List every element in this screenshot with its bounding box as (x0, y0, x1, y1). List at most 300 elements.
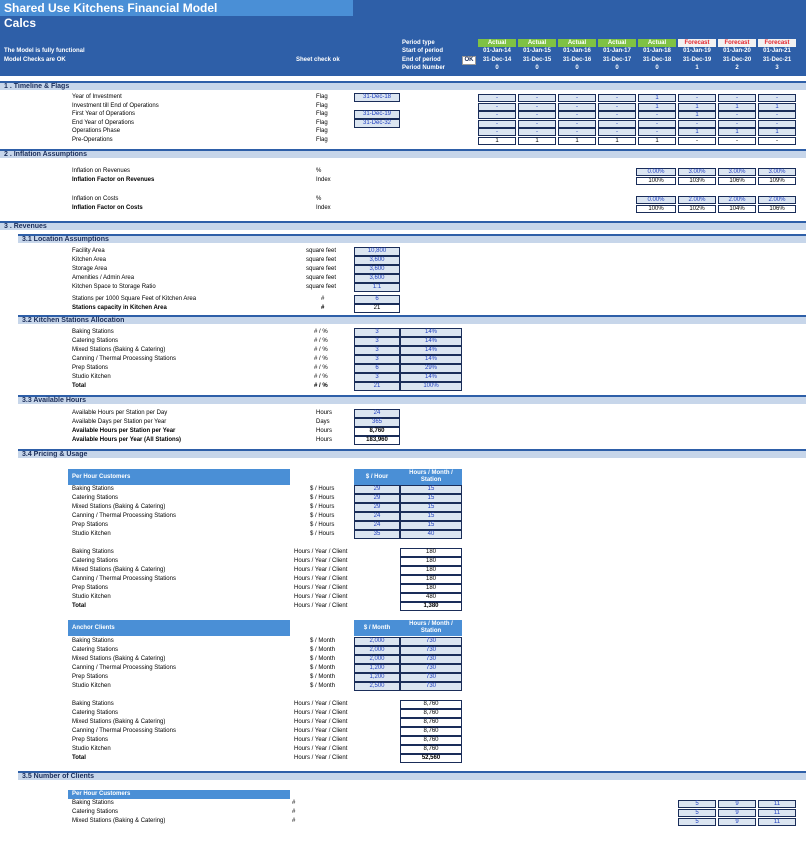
inflation-unit: % (316, 168, 322, 174)
period-end-cell: 31-Dec-20 (722, 57, 752, 63)
allocation-unit: # / % (314, 347, 328, 353)
hours-unit: Hours (316, 410, 333, 416)
per-hour-usage-cell: 180 (400, 548, 462, 557)
timeline-flag-cell: - (478, 120, 516, 128)
anchor-usage-label: Canning / Thermal Processing Stations (72, 728, 176, 734)
per-hour-usage-label: Catering Stations (72, 558, 119, 564)
timeline-flag-cell: 1 (478, 137, 516, 145)
location-value-cell[interactable]: 1:1 (354, 283, 400, 292)
anchor-usage-label: Prep Stations (72, 737, 109, 743)
per-hour-rate-cell[interactable]: 29 (354, 503, 400, 512)
inflation-value-cell[interactable]: 2.00% (758, 196, 796, 204)
anchor-rate-cell[interactable]: 2,000 (354, 655, 400, 664)
anchor-rate-cell[interactable]: 1,200 (354, 664, 400, 673)
anchor-hours-cell[interactable]: 730 (400, 673, 462, 682)
period-start-cell: 01-Jan-14 (483, 48, 511, 54)
inflation-value-cell[interactable]: 2.00% (718, 196, 756, 204)
timeline-flag-cell: 1 (638, 94, 676, 102)
anchor-label: Mixed Stations (Baking & Catering) (72, 656, 166, 662)
timeline-flag-cell: - (558, 103, 596, 111)
period-type-cell: Actual (558, 39, 596, 47)
per-hour-unit: $ / Hours (310, 513, 335, 519)
clients-value-cell: 11 (758, 809, 796, 817)
hours-label: Available Hours per Station per Year (72, 428, 176, 434)
timeline-flag-cell: - (718, 120, 756, 128)
anchor-label: Canning / Thermal Processing Stations (72, 665, 176, 671)
period-end-cell: 31-Dec-15 (522, 57, 552, 63)
anchor-unit: $ / Month (310, 683, 336, 689)
per-hour-usage-unit: Hours / Year / Client (294, 585, 348, 591)
timeline-flag-cell: - (558, 128, 596, 136)
anchor-unit: $ / Month (310, 647, 336, 653)
per-hour-hours-cell[interactable]: 15 (400, 521, 462, 530)
anchor-usage-cell: 8,760 (400, 700, 462, 709)
allocation-total-unit: # / % (314, 383, 328, 389)
stations-capacity-cell: 21 (354, 304, 400, 313)
period-start-cell: 01-Jan-20 (723, 48, 751, 54)
timeline-flag-cell: - (638, 128, 676, 136)
anchor-rate-cell[interactable]: 2,000 (354, 637, 400, 646)
allocation-unit: # / % (314, 356, 328, 362)
anchor-unit: $ / Month (310, 665, 336, 671)
per-hour-hours-cell[interactable]: 15 (400, 485, 462, 494)
anchor-usage-unit: Hours / Year / Client (294, 737, 348, 743)
location-unit: square feet (306, 266, 337, 272)
timeline-flag-cell: 1 (638, 137, 676, 145)
timeline-flag-cell: - (758, 111, 796, 119)
per-hour-label: Prep Stations (72, 522, 109, 528)
clients-label: Mixed Stations (Baking & Catering) (72, 818, 166, 824)
location-label: Kitchen Area (72, 257, 107, 263)
anchor-hours-cell[interactable]: 730 (400, 655, 462, 664)
per-hour-usage-unit: Hours / Year / Client (294, 567, 348, 573)
allocation-unit: # / % (314, 365, 328, 371)
per-hour-customers-header: Per Hour Customers (68, 469, 290, 485)
period-type-cell: Forecast (678, 39, 716, 47)
anchor-clients-header: Anchor Clients (68, 620, 290, 636)
subsection-location: 3.1 Location Assumptions (18, 234, 806, 243)
timeline-input-cell[interactable]: 31-Dec-32 (354, 119, 400, 128)
header-right-band (353, 0, 806, 16)
clients-value-cell: 9 (718, 818, 756, 826)
anchor-usage-unit: Hours / Year / Client (294, 701, 348, 707)
timeline-flag-cell: - (598, 128, 636, 136)
model-title: Shared Use Kitchens Financial Model (0, 0, 353, 16)
anchor-usage-label: Mixed Stations (Baking & Catering) (72, 719, 166, 725)
per-hour-usage-label: Studio Kitchen (72, 594, 111, 600)
allocation-count-cell[interactable]: 3 (354, 373, 400, 382)
period-start-cell: 01-Jan-16 (563, 48, 591, 54)
timeline-flag-cell: - (758, 120, 796, 128)
anchor-usage-cell: 8,760 (400, 736, 462, 745)
anchor-usage-total-cell: 52,560 (400, 754, 462, 763)
ok-check-badge: OK (462, 56, 476, 65)
per-hour-rate-cell[interactable]: 35 (354, 530, 400, 539)
inflation-unit: Index (316, 177, 331, 183)
per-hour-label: Canning / Thermal Processing Stations (72, 513, 176, 519)
inflation-label: Inflation on Revenues (72, 168, 131, 174)
inflation-value-cell[interactable]: 0.00% (636, 196, 676, 204)
timeline-flag-cell: - (518, 120, 556, 128)
clients-label: Catering Stations (72, 809, 119, 815)
location-value-cell[interactable]: 3,600 (354, 265, 400, 274)
inflation-value-cell[interactable]: 2.00% (678, 196, 716, 204)
per-hour-rate-cell[interactable]: 29 (354, 485, 400, 494)
timeline-flag-cell: 1 (718, 128, 756, 136)
timeline-label: Operations Phase (72, 128, 121, 134)
subsection-pricing: 3.4 Pricing & Usage (18, 449, 806, 458)
allocation-total-percent: 100% (400, 382, 462, 391)
period-number-label: Period Number (402, 65, 446, 71)
per-hour-usage-cell: 180 (400, 575, 462, 584)
allocation-label: Studio Kitchen (72, 374, 111, 380)
allocation-label: Canning / Thermal Processing Stations (72, 356, 176, 362)
location-value-cell[interactable]: 3,600 (354, 274, 400, 283)
timeline-flag-cell: 1 (558, 137, 596, 145)
location-value-cell[interactable]: 10,800 (354, 247, 400, 256)
clients-unit: # (292, 809, 296, 815)
period-number-cell: 0 (575, 65, 579, 71)
clients-unit: # (292, 800, 296, 806)
anchor-hours-cell[interactable]: 730 (400, 682, 462, 691)
allocation-count-cell[interactable]: 6 (354, 364, 400, 373)
timeline-flag-cell: - (478, 94, 516, 102)
timeline-flag-cell: 1 (678, 111, 716, 119)
per-hour-rate-cell[interactable]: 29 (354, 494, 400, 503)
per-hour-usage-cell: 180 (400, 557, 462, 566)
month-rate-column-header: $ / Month (354, 620, 400, 636)
per-hour-usage-label: Canning / Thermal Processing Stations (72, 576, 176, 582)
allocation-percent-cell: 29% (400, 364, 462, 373)
timeline-flag-cell: - (598, 111, 636, 119)
per-hour-label: Mixed Stations (Baking & Catering) (72, 504, 166, 510)
anchor-usage-label: Studio Kitchen (72, 746, 111, 752)
per-hour-label: Studio Kitchen (72, 531, 111, 537)
timeline-flag-cell: - (558, 111, 596, 119)
clients-per-hour-header: Per Hour Customers (68, 790, 290, 799)
clients-value-cell: 5 (678, 800, 716, 808)
section-revenues: 3 . Revenues (0, 221, 806, 230)
period-type-cell: Actual (598, 39, 636, 47)
hours-label: Available Days per Station per Year (72, 419, 167, 425)
anchor-usage-unit: Hours / Year / Client (294, 710, 348, 716)
timeline-flag-cell: - (518, 111, 556, 119)
inflation-value-cell[interactable]: 3.00% (758, 168, 796, 176)
anchor-usage-unit: Hours / Year / Client (294, 728, 348, 734)
inflation-value-cell: 106% (758, 205, 796, 213)
period-number-cell: 0 (655, 65, 659, 71)
timeline-flag-cell: - (598, 94, 636, 102)
clients-value-cell: 11 (758, 800, 796, 808)
per-hour-usage-label: Prep Stations (72, 585, 109, 591)
section-inflation: 2 . Inflation Assumptions (0, 149, 806, 158)
allocation-count-cell[interactable]: 3 (354, 328, 400, 337)
period-number-cell: 1 (695, 65, 699, 71)
per-hour-usage-unit: Hours / Year / Client (294, 558, 348, 564)
timeline-flag-cell: - (478, 103, 516, 111)
timeline-flag-cell: - (598, 120, 636, 128)
timeline-input-cell[interactable]: 31-Dec-19 (354, 110, 400, 119)
allocation-label: Mixed Stations (Baking & Catering) (72, 347, 166, 353)
per-hour-usage-label: Baking Stations (72, 549, 114, 555)
timeline-flag-cell: 1 (758, 128, 796, 136)
allocation-unit: # / % (314, 338, 328, 344)
per-hour-hours-cell[interactable]: 15 (400, 512, 462, 521)
hours-value-cell[interactable]: 24 (354, 409, 400, 418)
inflation-value-cell: 106% (718, 177, 756, 185)
sheet-title: Calcs (4, 16, 37, 30)
inflation-value-cell[interactable]: 3.00% (678, 168, 716, 176)
anchor-unit: $ / Month (310, 638, 336, 644)
anchor-usage-label: Catering Stations (72, 710, 119, 716)
timeline-flag-cell: - (598, 103, 636, 111)
timeline-flag-cell: 1 (638, 103, 676, 111)
timeline-flag-cell: - (718, 111, 756, 119)
timeline-flag-cell: - (558, 120, 596, 128)
model-checks-note: Model Checks are OK (4, 57, 66, 63)
model-functional-note: The Model is fully functional (4, 48, 85, 54)
timeline-flag-cell: 1 (518, 137, 556, 145)
timeline-unit: Flag (316, 136, 328, 143)
per-hour-unit: $ / Hours (310, 522, 335, 528)
timeline-label: First Year of Operations (72, 111, 136, 117)
anchor-hours-cell[interactable]: 730 (400, 637, 462, 646)
allocation-count-cell[interactable]: 3 (354, 355, 400, 364)
location-unit: square feet (306, 248, 337, 254)
timeline-unit: Flag (316, 102, 328, 109)
per-hour-rate-cell[interactable]: 24 (354, 521, 400, 530)
period-number-cell: 2 (735, 65, 739, 71)
timeline-flag-cell: - (678, 120, 716, 128)
inflation-value-cell: 100% (636, 205, 676, 213)
location-unit: square feet (306, 257, 337, 263)
hours-column-header: Hours / Month / Station (400, 469, 462, 485)
period-end-cell: 31-Dec-19 (682, 57, 712, 63)
sheet-check-status: Sheet check ok (296, 57, 340, 63)
timeline-flag-cell: 1 (678, 128, 716, 136)
subsection-allocation: 3.2 Kitchen Stations Allocation (18, 315, 806, 324)
inflation-label: Inflation on Costs (72, 196, 119, 202)
timeline-flag-cell: - (758, 94, 796, 102)
location-label: Facility Area (72, 248, 105, 254)
anchor-usage-total-unit: Hours / Year / Client (294, 755, 348, 761)
per-hour-usage-total-unit: Hours / Year / Client (294, 603, 348, 609)
timeline-flag-cell: 1 (598, 137, 636, 145)
period-type-cell: Actual (478, 39, 516, 47)
anchor-usage-cell: 8,760 (400, 745, 462, 754)
per-hour-usage-cell: 180 (400, 584, 462, 593)
per-hour-hours-cell[interactable]: 15 (400, 503, 462, 512)
timeline-flag-cell: - (478, 128, 516, 136)
anchor-hours-cell[interactable]: 730 (400, 646, 462, 655)
hours-label: Available Hours per Station per Day (72, 410, 168, 416)
anchor-rate-cell[interactable]: 1,200 (354, 673, 400, 682)
clients-label: Baking Stations (72, 800, 114, 806)
timeline-flag-cell: - (638, 111, 676, 119)
per-hour-unit: $ / Hours (310, 495, 335, 501)
inflation-label: Inflation Factor on Costs (72, 205, 143, 211)
timeline-flag-cell: - (758, 137, 796, 145)
hours-unit: Days (316, 419, 330, 425)
anchor-label: Baking Stations (72, 638, 114, 644)
period-end-cell: 31-Dec-18 (642, 57, 672, 63)
stations-per-label: Stations per 1000 Square Feet of Kitchen Area (72, 296, 197, 302)
hours-value-cell: 183,960 (354, 436, 400, 445)
inflation-value-cell: 103% (678, 177, 716, 185)
period-type-label: Period type (402, 40, 435, 46)
location-value-cell[interactable]: 3,600 (354, 256, 400, 265)
timeline-unit: Flag (316, 119, 328, 126)
inflation-unit: Index (316, 205, 331, 211)
location-unit: square feet (306, 275, 337, 281)
location-label: Amenities / Admin Area (72, 275, 135, 281)
inflation-value-cell[interactable]: 3.00% (718, 168, 756, 176)
subsection-clients: 3.5 Number of Clients (18, 771, 806, 780)
allocation-total-count: 21 (354, 382, 400, 391)
timeline-flag-cell: 1 (718, 103, 756, 111)
timeline-flag-cell: - (518, 94, 556, 102)
inflation-label: Inflation Factor on Revenues (72, 177, 155, 183)
allocation-total-label: Total (72, 383, 86, 389)
period-start-cell: 01-Jan-18 (643, 48, 671, 54)
timeline-flag-cell: - (718, 137, 756, 145)
allocation-percent-cell: 14% (400, 373, 462, 382)
anchor-label: Catering Stations (72, 647, 119, 653)
hours-value-cell: 8,760 (354, 427, 400, 436)
period-number-cell: 0 (615, 65, 619, 71)
clients-unit: # (292, 818, 296, 824)
stations-per-unit: # (321, 296, 325, 302)
timeline-input-cell[interactable]: 31-Dec-18 (354, 93, 400, 102)
per-hour-usage-cell: 480 (400, 593, 462, 602)
rate-column-header: $ / Hour (354, 469, 400, 485)
section-timeline-flags: 1 . Timeline & Flags (0, 81, 806, 90)
end-of-period-label: End of period (402, 57, 441, 63)
allocation-percent-cell: 14% (400, 337, 462, 346)
timeline-label: End Year of Operations (72, 119, 135, 126)
per-hour-usage-total-cell: 1,380 (400, 602, 462, 611)
period-end-cell: 31-Dec-16 (562, 57, 592, 63)
timeline-flag-cell: - (678, 137, 716, 145)
period-end-cell: 31-Dec-14 (482, 57, 512, 63)
anchor-label: Studio Kitchen (72, 683, 111, 689)
allocation-label: Catering Stations (72, 338, 119, 344)
anchor-label: Prep Stations (72, 674, 109, 680)
period-type-cell: Actual (518, 39, 556, 47)
anchor-usage-cell: 8,760 (400, 709, 462, 718)
clients-value-cell: 11 (758, 818, 796, 826)
inflation-value-cell[interactable]: 0.00% (636, 168, 676, 176)
clients-value-cell: 5 (678, 818, 716, 826)
per-hour-hours-cell[interactable]: 40 (400, 530, 462, 539)
timeline-flag-cell: - (558, 94, 596, 102)
allocation-count-cell[interactable]: 3 (354, 346, 400, 355)
location-label: Storage Area (72, 266, 108, 272)
anchor-usage-unit: Hours / Year / Client (294, 719, 348, 725)
stations-per-cell[interactable]: 6 (354, 295, 400, 304)
period-type-cell: Forecast (718, 39, 756, 47)
allocation-unit: # / % (314, 329, 328, 335)
timeline-label: Year of Investment (72, 94, 122, 100)
timeline-unit: Flag (316, 94, 328, 100)
start-of-period-label: Start of period (402, 48, 444, 54)
period-start-cell: 01-Jan-17 (603, 48, 631, 54)
per-hour-usage-cell: 180 (400, 566, 462, 575)
anchor-hours-column-header: Hours / Month / Station (400, 620, 462, 636)
hours-unit: Hours (316, 428, 333, 434)
timeline-flag-cell: - (518, 128, 556, 136)
inflation-value-cell: 102% (678, 205, 716, 213)
subsection-hours: 3.3 Available Hours (18, 395, 806, 404)
clients-value-cell: 9 (718, 809, 756, 817)
hours-value-cell[interactable]: 365 (354, 418, 400, 427)
timeline-flag-cell: 1 (678, 103, 716, 111)
per-hour-label: Catering Stations (72, 495, 119, 501)
inflation-value-cell: 100% (636, 177, 676, 185)
timeline-flag-cell: - (718, 94, 756, 102)
timeline-label: Investment till End of Operations (72, 102, 159, 109)
period-end-cell: 31-Dec-21 (762, 57, 792, 63)
anchor-rate-cell[interactable]: 2,000 (354, 646, 400, 655)
per-hour-usage-label: Mixed Stations (Baking & Catering) (72, 567, 166, 573)
anchor-usage-label: Baking Stations (72, 701, 114, 707)
allocation-count-cell[interactable]: 3 (354, 337, 400, 346)
location-label: Kitchen Space to Storage Ratio (72, 284, 156, 290)
inflation-unit: % (316, 196, 322, 202)
period-start-cell: 01-Jan-19 (683, 48, 711, 54)
anchor-usage-cell: 8,760 (400, 727, 462, 736)
timeline-unit: Flag (316, 111, 328, 117)
stations-capacity-label: Stations capacity in Kitchen Area (72, 305, 167, 311)
period-type-cell: Forecast (758, 39, 796, 47)
per-hour-usage-unit: Hours / Year / Client (294, 576, 348, 582)
clients-value-cell: 5 (678, 809, 716, 817)
period-type-cell: Actual (638, 39, 676, 47)
per-hour-usage-unit: Hours / Year / Client (294, 549, 348, 555)
allocation-percent-cell: 14% (400, 346, 462, 355)
inflation-value-cell: 109% (758, 177, 796, 185)
per-hour-hours-cell[interactable]: 15 (400, 494, 462, 503)
timeline-flag-cell: - (678, 94, 716, 102)
anchor-usage-unit: Hours / Year / Client (294, 746, 348, 752)
timeline-flag-cell: - (638, 120, 676, 128)
anchor-usage-total-label: Total (72, 755, 86, 761)
anchor-rate-cell[interactable]: 2,500 (354, 682, 400, 691)
period-number-cell: 3 (775, 65, 779, 71)
per-hour-rate-cell[interactable]: 24 (354, 512, 400, 521)
allocation-label: Baking Stations (72, 329, 114, 335)
per-hour-unit: $ / Hours (310, 486, 335, 492)
allocation-percent-cell: 14% (400, 355, 462, 364)
anchor-unit: $ / Month (310, 656, 336, 662)
per-hour-usage-unit: Hours / Year / Client (294, 594, 348, 600)
hours-unit: Hours (316, 437, 333, 443)
timeline-flag-cell: - (518, 103, 556, 111)
period-start-cell: 01-Jan-21 (763, 48, 791, 54)
timeline-label: Pre-Operations (72, 136, 113, 143)
allocation-label: Prep Stations (72, 365, 109, 371)
period-number-cell: 0 (495, 65, 499, 71)
period-start-cell: 01-Jan-15 (523, 48, 551, 54)
inflation-value-cell: 104% (718, 205, 756, 213)
location-unit: square feet (306, 284, 337, 290)
clients-value-cell: 9 (718, 800, 756, 808)
timeline-flag-cell: 1 (758, 103, 796, 111)
anchor-usage-cell: 8,760 (400, 718, 462, 727)
hours-label: Available Hours per Year (All Stations) (72, 437, 182, 443)
timeline-flag-cell: - (478, 111, 516, 119)
anchor-hours-cell[interactable]: 730 (400, 664, 462, 673)
